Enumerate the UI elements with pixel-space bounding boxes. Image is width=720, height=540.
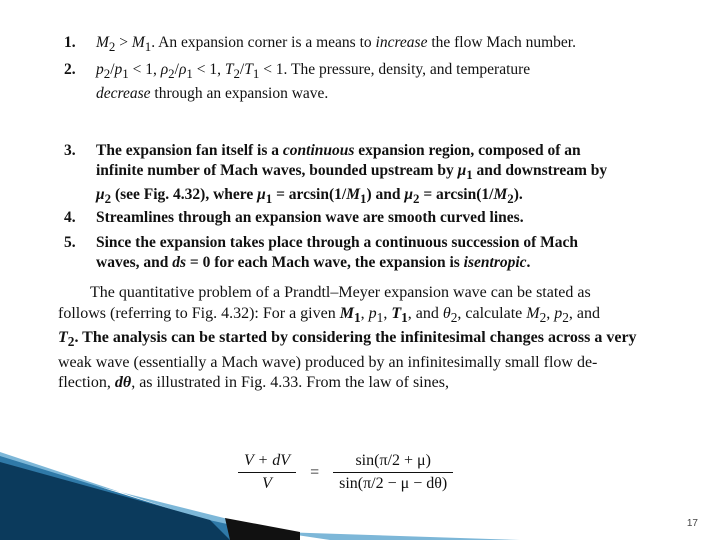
list-number: 2. [64, 61, 76, 78]
swoosh-black-tip [225, 518, 300, 540]
page-number: 17 [686, 518, 698, 529]
list-text: The expansion fan itself is a continuous expansion region, composed of an infinite number of Mach waves, bounded upstream by $\mu_1$ and downstream by $\mu_2$ (see Fig. 4.32), where $\mu_1 = \arcsin(1/M_1)$ and $\mu_2 = \arcsin(1/M_2)$. [96, 142, 608, 207]
list-number: 4. [64, 209, 76, 226]
list-text: Since the expansion takes place through a continuous succession of Mach waves, and ds = 0 for each Mach wave, the expansion is isentropic. [96, 234, 578, 271]
lhs-denominator: V [262, 475, 272, 492]
rhs-denominator: sin(π/2 − μ − dθ) [339, 475, 448, 492]
body-paragraph: The quantitative problem of a Prandtl–Meyer expansion wave can be stated as follows (referring to Fig. 4.32): For a given $M_1$, $p_1$, $T_1$, and $\theta_2$, calculate $M_2$, $p_2$, and $T_2$. The analysis can be started by considering the infinitesimal changes across a very weak wave (essentially a Mach wave) produced by an infinitesimally small flow de- flection, dθ, as illustrated in Fig. 4.33. From the law of sines, [58, 284, 637, 392]
swoosh-dark [0, 462, 230, 540]
equals-sign: = [310, 463, 320, 481]
rhs-numerator: sin(π/2 + μ) [333, 452, 453, 473]
list-number: 1. [64, 34, 76, 51]
lhs-numerator: V + dV [238, 452, 296, 473]
list-number: 3. [64, 142, 76, 159]
list-text: Streamlines through an expansion wave are smooth curved lines. [96, 209, 524, 226]
list-number: 5. [64, 234, 76, 251]
list-text: $p_2/p_1 < 1$, $\rho_2/\rho_1 < 1$, $T_2/T_1 < 1$. The pressure, density, and temperature decrease through an expansion wave. [96, 61, 531, 103]
list-text: $M_2 > M_1$. An expansion corner is a means to increase the flow Mach number. [96, 34, 576, 55]
